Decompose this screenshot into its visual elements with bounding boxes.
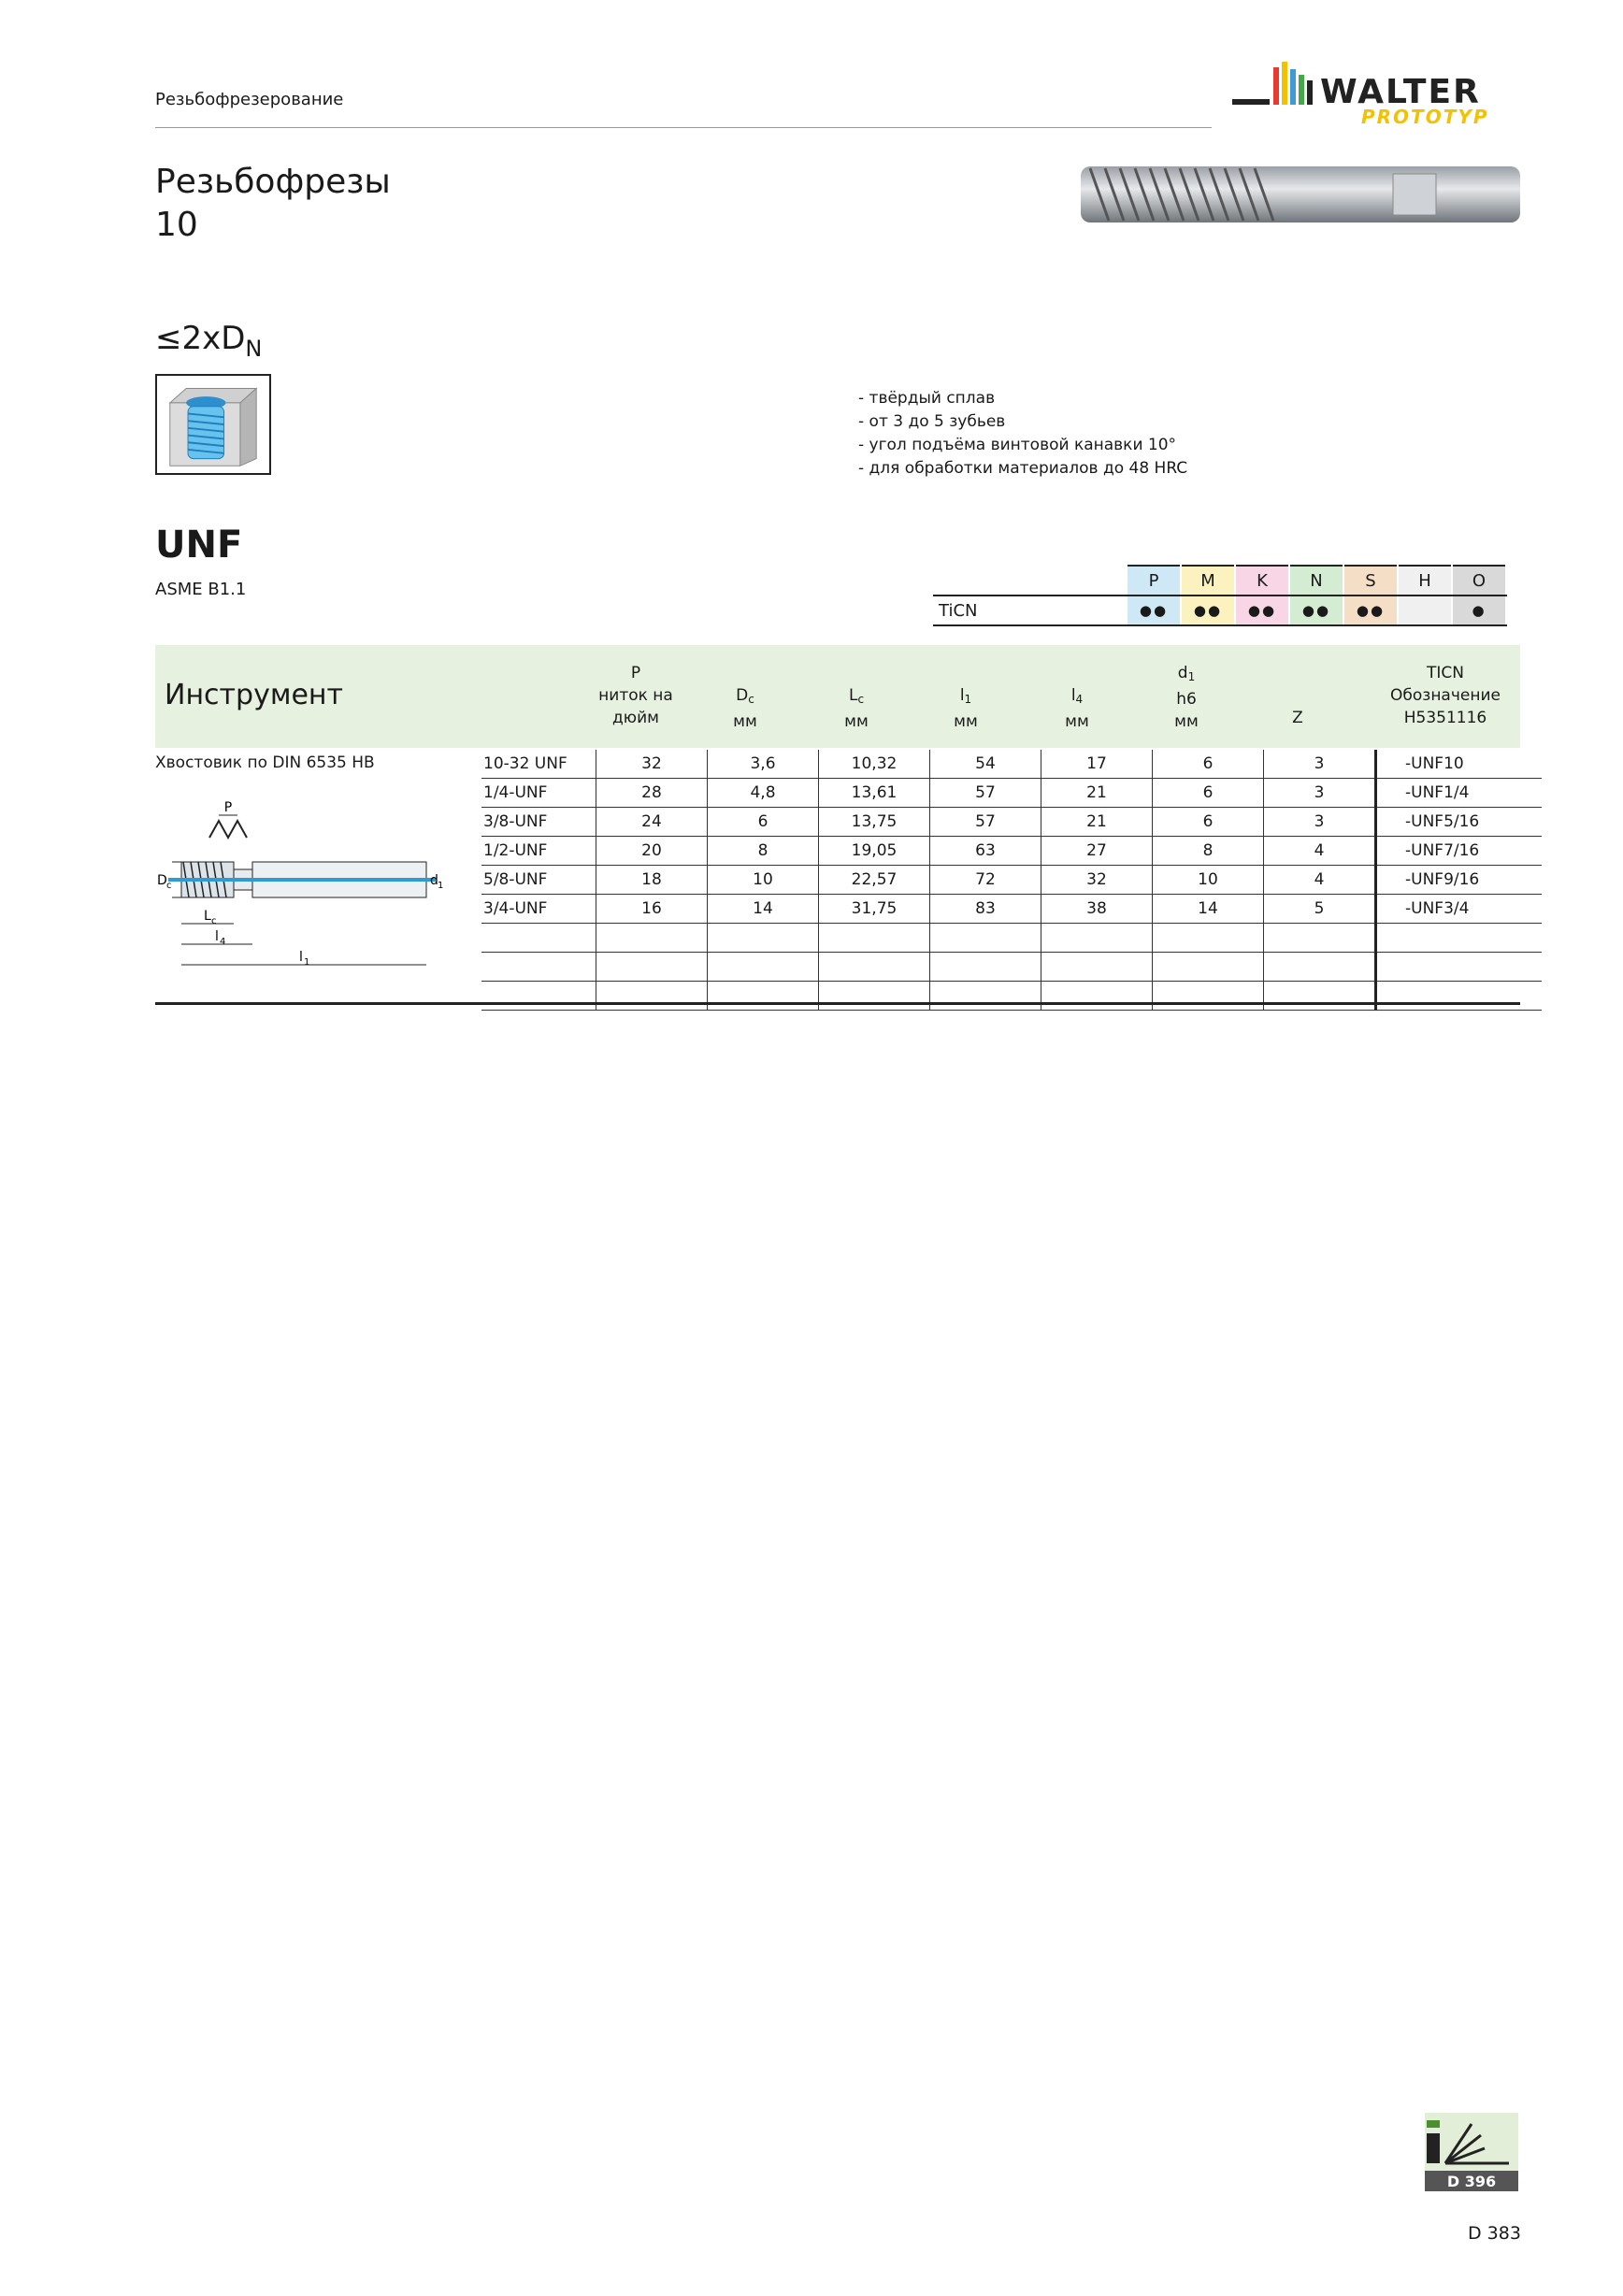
material-h: H [1398,566,1452,596]
cell-l4: 17 [1041,750,1153,779]
col-header-z: Z [1292,709,1303,727]
cell-dc: 4,8 [708,779,819,808]
col-header-l1: $l_1$ мм [954,686,978,731]
material-n: N [1289,566,1343,596]
col-header-dc: $D_c$ мм [733,686,757,731]
reference-icon [1425,2113,1518,2191]
col-header-threads: P ниток на дюйм [598,664,673,727]
cell-l1: 57 [930,779,1041,808]
table-row [481,750,1542,779]
cell-l4 [1041,982,1153,1011]
svg-text:L: L [204,909,211,924]
cell-l4: 21 [1041,779,1153,808]
cell-l4: 21 [1041,808,1153,837]
designation-code [1376,953,1543,982]
cell-l4: 27 [1041,837,1153,866]
svg-text:c: c [166,881,172,891]
thread-size [481,924,596,953]
cell-p: 16 [596,895,708,924]
suitability-m: ●● [1181,596,1235,625]
cell-l1: 57 [930,808,1041,837]
depth-label: $\le 2xD_N$ [155,320,263,362]
section-title: Резьбофрезерование [155,90,344,109]
cell-p [596,924,708,953]
cell-dc: 10 [708,866,819,895]
table-row [481,866,1542,895]
col-header-l4: $l_4$ мм [1065,686,1089,731]
cell-z [1264,953,1376,982]
svg-text:1: 1 [438,881,444,891]
table-row [481,837,1542,866]
cell-lc: 31,75 [819,895,930,924]
designation-code [1376,982,1543,1011]
cell-l1: 83 [930,895,1041,924]
cell-dc: 14 [708,895,819,924]
cell-lc [819,982,930,1011]
cell-z: 4 [1264,837,1376,866]
material-m: M [1181,566,1235,596]
thread-size: 1/4-UNF [481,779,596,808]
cell-l4: 32 [1041,866,1153,895]
cell-z: 3 [1264,808,1376,837]
page-title [155,161,391,247]
table-row [481,953,1542,982]
material-k: K [1235,566,1289,596]
cell-lc [819,953,930,982]
cell-p: 28 [596,779,708,808]
material-p: P [1127,566,1181,596]
cell-l4 [1041,924,1153,953]
cell-d1: 6 [1153,808,1264,837]
cell-l1 [930,924,1041,953]
svg-text:WALTER: WALTER [1320,73,1481,111]
cell-dc [708,953,819,982]
cell-p: 18 [596,866,708,895]
thread-size: 3/4-UNF [481,895,596,924]
table-bottom-rule [155,1002,1520,1005]
svg-text:D: D [157,873,167,888]
cell-d1: 8 [1153,837,1264,866]
feature-list [858,387,1187,481]
table-row [481,808,1542,837]
cell-d1: 6 [1153,779,1264,808]
svg-text:1: 1 [304,957,310,968]
cell-p [596,953,708,982]
page-number: D 383 [1468,2223,1521,2244]
svg-text:l: l [215,929,219,944]
cell-lc [819,924,930,953]
cell-d1: 14 [1153,895,1264,924]
blind-hole-icon [155,374,271,475]
title-line-1: Резьбофрезы [155,163,391,201]
thread-size: 5/8-UNF [481,866,596,895]
designation-code: -UNF10 [1376,750,1543,779]
cell-dc [708,924,819,953]
tool-data-table [481,750,1542,1011]
cell-d1 [1153,924,1264,953]
thread-mill-image [1081,159,1520,230]
designation-code: -UNF3/4 [1376,895,1543,924]
cell-l4 [1041,953,1153,982]
cell-dc [708,982,819,1011]
material-group-table [933,565,1507,626]
thread-size: 3/8-UNF [481,808,596,837]
table-row [481,779,1542,808]
svg-text:c: c [211,916,217,926]
material-o: O [1452,566,1506,596]
suitability-s: ●● [1343,596,1398,625]
thread-size [481,982,596,1011]
feature-item: - от 3 до 5 зубьев [858,412,1006,431]
table-row [481,924,1542,953]
thread-type: UNF [155,524,243,567]
cell-lc: 22,57 [819,866,930,895]
svg-text:d: d [430,873,438,888]
designation-code: -UNF7/16 [1376,837,1543,866]
thread-size [481,953,596,982]
cell-l1: 54 [930,750,1041,779]
svg-text:4: 4 [220,937,226,947]
walter-prototyp-logo [1232,58,1520,133]
svg-text:D 396: D 396 [1446,2173,1497,2190]
tool-heading: Инструмент [165,679,344,711]
cell-z: 3 [1264,779,1376,808]
suitability-h [1398,596,1452,625]
designation-code: -UNF1/4 [1376,779,1543,808]
feature-item: - для обработки материалов до 48 HRC [858,459,1188,478]
header-divider [155,127,1212,128]
cell-d1 [1153,982,1264,1011]
thread-size: 1/2-UNF [481,837,596,866]
suitability-n: ●● [1289,596,1343,625]
cell-p: 32 [596,750,708,779]
suitability-k: ●● [1235,596,1289,625]
col-header-designation: TICN Обозначение H5351116 [1390,664,1501,727]
table-row [481,982,1542,1011]
cell-p [596,982,708,1011]
cell-d1 [1153,953,1264,982]
shank-label: Хвостовик по DIN 6535 HB [155,753,375,772]
cell-z: 3 [1264,750,1376,779]
svg-text:PROTOTYP: PROTOTYP [1361,106,1489,128]
designation-code: -UNF5/16 [1376,808,1543,837]
col-header-lc: $L_c$ мм [844,686,869,731]
cell-z: 5 [1264,895,1376,924]
cell-dc: 3,6 [708,750,819,779]
cell-lc: 13,75 [819,808,930,837]
cell-lc: 10,32 [819,750,930,779]
thread-standard: ASME B1.1 [155,580,247,599]
cell-l4: 38 [1041,895,1153,924]
cell-dc: 6 [708,808,819,837]
svg-text:l: l [299,950,303,965]
thread-size: 10-32 UNF [481,750,596,779]
cell-lc: 13,61 [819,779,930,808]
cell-lc: 19,05 [819,837,930,866]
feature-item: - угол подъёма винтовой канавки 10° [858,436,1177,454]
title-line-2: 10 [155,206,198,244]
cell-l1 [930,982,1041,1011]
tool-dimension-drawing [155,783,454,995]
suitability-p: ●● [1127,596,1181,625]
cell-d1: 10 [1153,866,1264,895]
cell-z: 4 [1264,866,1376,895]
table-row [481,895,1542,924]
suitability-o: ● [1452,596,1506,625]
cell-p: 24 [596,808,708,837]
material-s: S [1343,566,1398,596]
cell-d1: 6 [1153,750,1264,779]
cell-z [1264,982,1376,1011]
cell-z [1264,924,1376,953]
cell-l1: 63 [930,837,1041,866]
cell-dc: 8 [708,837,819,866]
cell-l1: 72 [930,866,1041,895]
designation-code: -UNF9/16 [1376,866,1543,895]
col-header-d1: $d_1$ h6 мм [1174,664,1199,731]
svg-text:P: P [223,800,233,815]
designation-code [1376,924,1543,953]
cell-l1 [930,953,1041,982]
cell-p: 20 [596,837,708,866]
feature-item: - твёрдый сплав [858,389,996,408]
coating-label: TiCN [933,596,1127,625]
